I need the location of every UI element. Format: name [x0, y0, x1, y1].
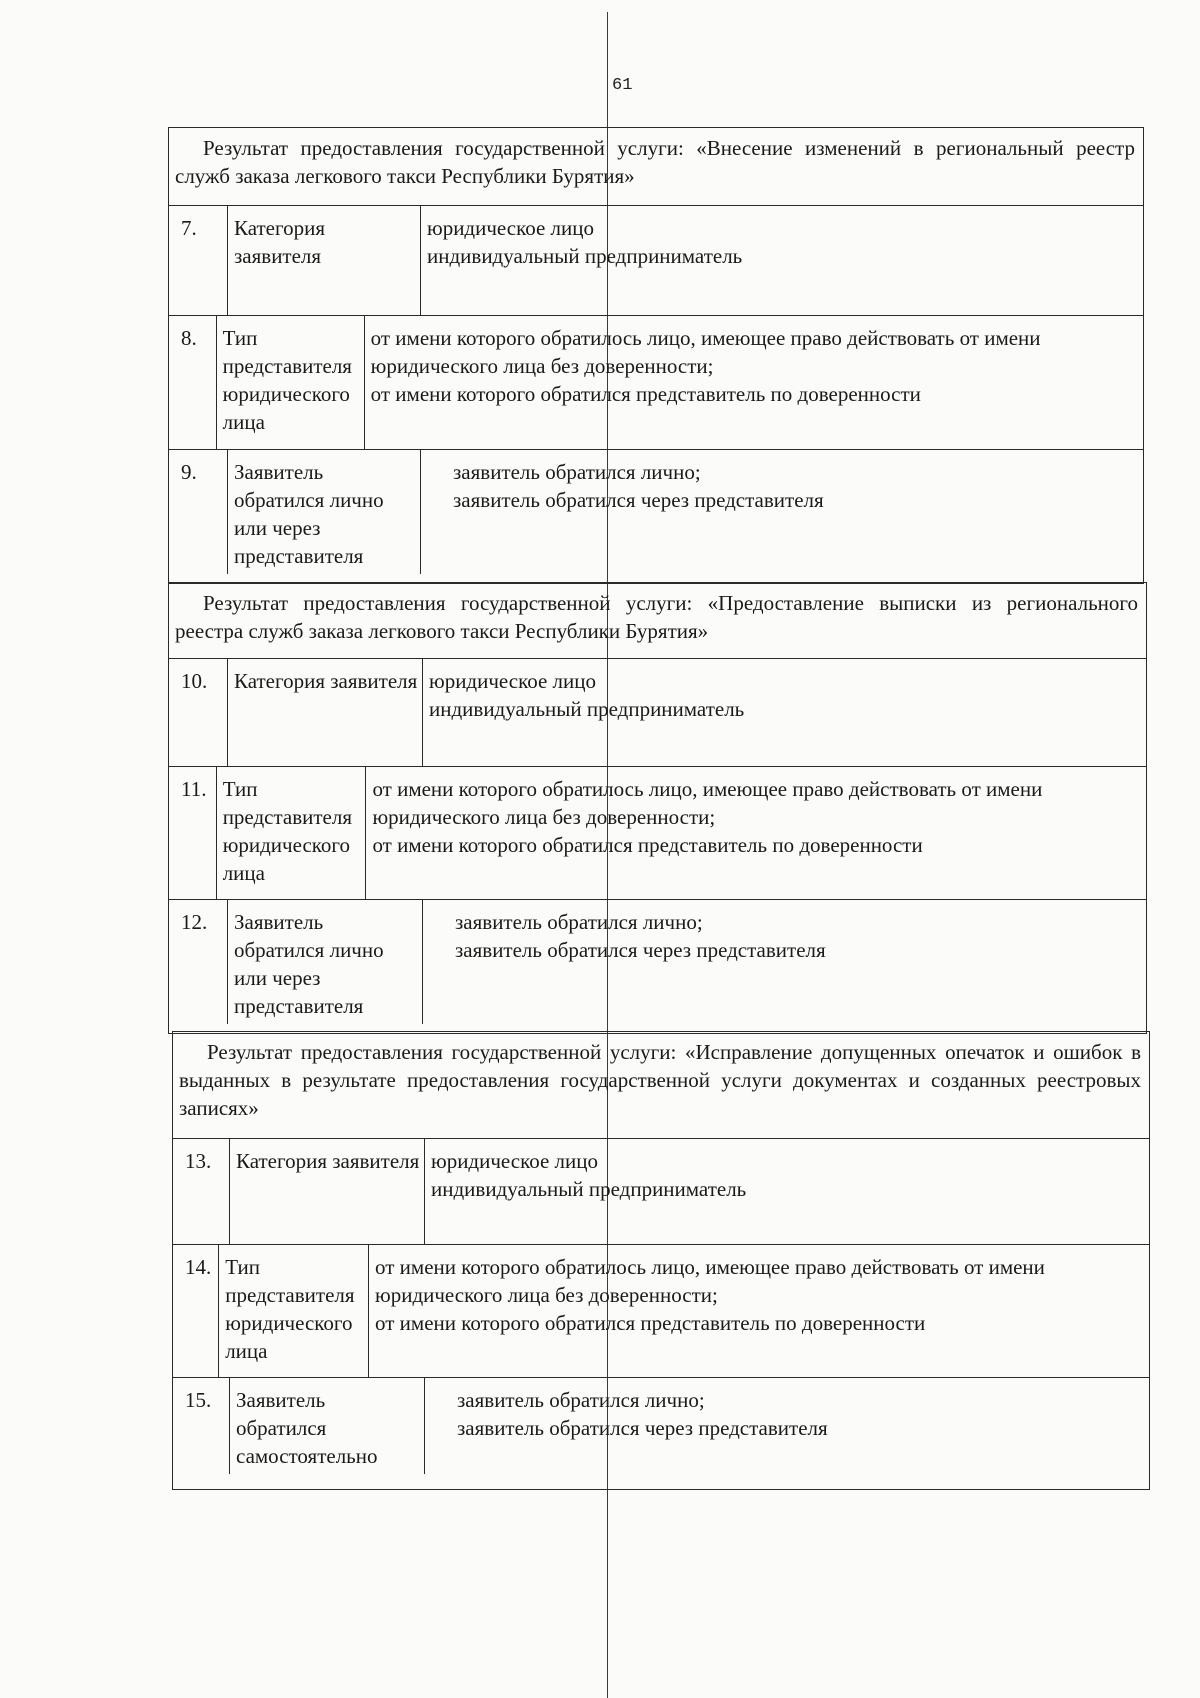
row-value [369, 1245, 1149, 1377]
row-number: 9. [169, 450, 228, 574]
value-line: от имени которого обратилось лицо, имеющее право действовать от имени юридического лица без доверенности; [370, 326, 1041, 378]
section-header-text: Результат предоставления государственной услуги: «Внесение изменений в региональный реестр служб заказа легкового такси Республики Бурятия» [175, 136, 1135, 188]
table-row [169, 206, 1143, 316]
row-label: Заявитель обратился лично или через представителя [228, 450, 421, 574]
row-label: Категория заявителя [228, 659, 423, 766]
result-section-3 [172, 1031, 1150, 1490]
row-value [423, 659, 750, 766]
row-value [366, 767, 1146, 899]
table-row [169, 316, 1143, 450]
row-number: 13. [173, 1139, 230, 1244]
result-section-1 [168, 127, 1144, 584]
row-number: 11. [169, 767, 217, 899]
row-value [421, 450, 830, 574]
value-line: юридическое лицо [427, 216, 594, 240]
page-number: 61 [612, 76, 633, 95]
table-row [173, 1139, 1149, 1245]
section-header-text: Результат предоставления государственной услуги: «Предоставление выписки из регионального реестра служб заказа легкового такси Республики Бурятия» [175, 591, 1138, 643]
value-line: заявитель обратился лично; [457, 1388, 705, 1412]
row-number: 10. [169, 659, 228, 766]
value-line: индивидуальный предприниматель [429, 697, 745, 721]
value-line: заявитель обратился через представителя [455, 938, 826, 962]
value-line: заявитель обратился лично; [455, 910, 703, 934]
row-label: Категория заявителя [228, 206, 421, 315]
section-header [169, 583, 1146, 659]
row-value [425, 1378, 834, 1474]
table-row [173, 1378, 1149, 1474]
row-number: 7. [169, 206, 228, 315]
value-line: заявитель обратился лично; [453, 460, 701, 484]
row-value [425, 1139, 752, 1244]
value-line: от имени которого обратился представитель по доверенности [375, 1311, 926, 1335]
row-label: Тип представителя юридического лица [217, 767, 367, 899]
value-line: от имени которого обратился представитель по доверенности [372, 833, 923, 857]
row-value [423, 900, 832, 1024]
row-number: 15. [173, 1378, 230, 1474]
value-line: от имени которого обратилось лицо, имеющее право действовать от имени юридического лица без доверенности; [375, 1255, 1045, 1307]
row-number: 8. [169, 316, 217, 449]
table-row [169, 900, 1146, 1024]
row-value [421, 206, 748, 315]
section-header [173, 1032, 1149, 1139]
value-line: юридическое лицо [429, 669, 596, 693]
row-label: Заявитель обратился лично или через представителя [228, 900, 423, 1024]
row-number: 14. [173, 1245, 219, 1377]
result-section-2 [168, 582, 1147, 1034]
value-line: индивидуальный предприниматель [431, 1177, 747, 1201]
row-number: 12. [169, 900, 228, 1024]
value-line: индивидуальный предприниматель [427, 244, 743, 268]
table-row [169, 450, 1143, 574]
row-value [365, 316, 1143, 449]
table-row [169, 659, 1146, 767]
value-line: от имени которого обратилось лицо, имеющее право действовать от имени юридического лица без доверенности; [372, 777, 1043, 829]
value-line: юридическое лицо [431, 1149, 598, 1173]
row-label: Тип представителя юридического лица [219, 1245, 369, 1377]
row-label: Заявитель обратился самостоятельно [230, 1378, 425, 1474]
value-line: от имени которого обратился представитель по доверенности [370, 382, 921, 406]
section-header-text: Результат предоставления государственной услуги: «Исправление допущенных опечаток и ошибок в выданных в результате предоставления государственной услуги документах и созданных реестровых записях» [179, 1040, 1141, 1120]
row-label: Категория заявителя [230, 1139, 425, 1244]
table-row [169, 767, 1146, 900]
row-label: Тип представителя юридического лица [217, 316, 365, 449]
table-row [173, 1245, 1149, 1378]
value-line: заявитель обратился через представителя [457, 1416, 828, 1440]
value-line: заявитель обратился через представителя [453, 488, 824, 512]
section-header [169, 128, 1143, 206]
